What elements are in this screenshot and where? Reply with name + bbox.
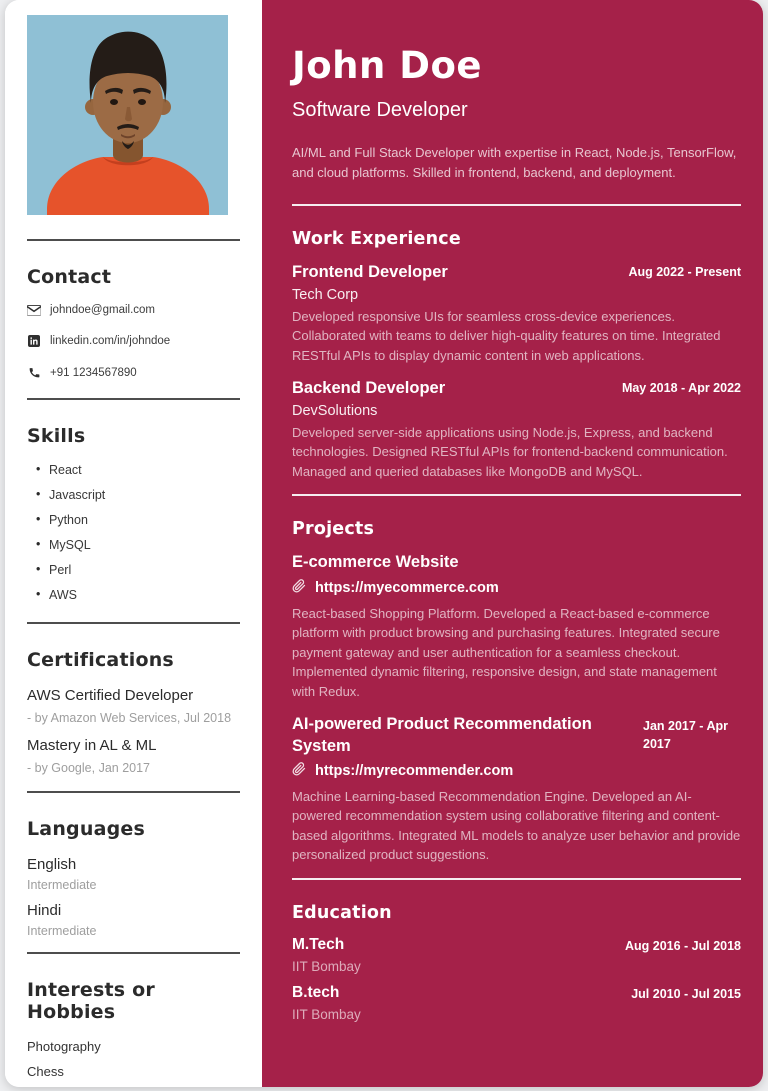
education-section — [292, 903, 741, 1022]
sidebar-divider — [27, 791, 240, 793]
sidebar-divider — [27, 622, 240, 624]
certifications-heading: Certifications — [27, 649, 174, 671]
profile-summary: AI/ML and Full Stack Developer with expertise in React, Node.js, TensorFlow, and cloud platforms. Skilled in frontend, backend, and deployment. — [292, 144, 737, 181]
resume-card — [5, 0, 763, 1087]
hobbies-section — [27, 979, 240, 1079]
project-description: Machine Learning-based Recommendation Engine. Developed an AI-powered recommendation system using collaborative filtering and content-based algorithms. Integrated ML models to analyze user behavior and provide personalized product suggestions. — [292, 788, 741, 863]
certification-name: AWS Certified Developer — [27, 687, 194, 704]
hobby-item: Chess — [27, 1064, 64, 1080]
languages-section — [27, 818, 240, 938]
school-name: IIT Bombay — [292, 958, 361, 974]
language-level: Intermediate — [27, 924, 97, 939]
skill-item: • MySQL — [27, 538, 240, 552]
contact-email-text: johndoe@gmail.com — [50, 304, 156, 316]
education-dates: Jul 2010 - Jul 2015 — [631, 986, 741, 1001]
sidebar-divider — [27, 239, 240, 241]
project-url-link[interactable]: https://myecommerce.com — [315, 580, 499, 597]
project-link-row — [292, 579, 741, 598]
skill-item: • Python — [27, 513, 240, 527]
education-entry — [292, 936, 741, 974]
sidebar-divider — [27, 398, 240, 400]
education-dates: Aug 2016 - Jul 2018 — [624, 938, 741, 953]
contact-linkedin-text: linkedin.com/in/johndoe — [50, 335, 171, 347]
certification-item — [27, 687, 240, 727]
project-title: AI-powered Product Recommendation System — [292, 715, 592, 755]
contact-item-linkedin — [27, 335, 240, 347]
profile-photo — [27, 15, 228, 215]
contact-section — [27, 266, 240, 379]
job-company: Tech Corp — [292, 286, 359, 303]
phone-icon — [27, 366, 41, 379]
education-heading: Education — [292, 902, 392, 923]
sidebar-divider — [27, 952, 240, 954]
language-level: Intermediate — [27, 878, 97, 893]
hobby-item: Photography — [27, 1039, 101, 1055]
skill-item: • AWS — [27, 588, 240, 602]
project-link-row — [292, 762, 741, 781]
job-description: Developed server-side applications using Node.js, Express, and backend technologies. Designed RESTful APIs for frontend-backend communication. Managed and queried databases like MongoDB and MySQL. — [292, 424, 728, 479]
degree-title: B.tech — [292, 983, 340, 1001]
main-divider — [292, 878, 741, 880]
linkedin-icon — [27, 335, 41, 347]
school-name: IIT Bombay — [292, 1006, 361, 1022]
hobbies-heading: Interests or Hobbies — [27, 979, 155, 1024]
contact-phone-text: +91 1234567890 — [50, 366, 137, 379]
resume-main — [262, 0, 763, 1087]
main-divider — [292, 204, 741, 206]
project-entry — [292, 552, 741, 701]
projects-section — [292, 519, 741, 865]
project-entry — [292, 714, 741, 865]
contact-heading: Contact — [27, 266, 112, 288]
certification-name: Mastery in AL & ML — [27, 737, 157, 755]
language-name: English — [27, 856, 77, 874]
degree-title: M.Tech — [292, 935, 345, 953]
job-description: Developed responsive UIs for seamless cross-device experiences. Collaborated with teams to deliver high-quality features on time. Integrated RESTful APIs to display dynamic content in web applications. — [292, 308, 721, 363]
certification-meta: - by Google, Jan 2017 — [27, 761, 150, 776]
skills-heading: Skills — [27, 425, 86, 447]
skill-item: • React — [27, 463, 240, 477]
languages-heading: Languages — [27, 818, 145, 841]
project-description: React-based Shopping Platform. Developed a React-based e-commerce platform with product browsing and purchasing features. Integrated secure payment gateway and user authentication for a seamless checkout. Implemented dynamic filtering, responsive design, and state management with Redux. — [292, 605, 720, 699]
work-experience-section — [292, 229, 741, 481]
certification-meta: - by Amazon Web Services, Jul 2018 — [27, 711, 232, 725]
contact-item-phone — [27, 366, 240, 379]
name-title: John Doe — [292, 44, 482, 87]
language-name: Hindi — [27, 902, 62, 920]
main-divider — [292, 494, 741, 496]
sidebar — [5, 0, 262, 1087]
skills-section — [27, 425, 240, 602]
work-entry — [292, 262, 741, 365]
skill-item: • Javascript — [27, 488, 240, 502]
education-entry — [292, 984, 741, 1022]
job-dates: May 2018 - Apr 2022 — [621, 381, 741, 396]
job-title: Frontend Developer — [292, 263, 448, 282]
mail-icon — [27, 305, 41, 316]
paperclip-icon — [292, 762, 306, 781]
paperclip-icon — [292, 579, 306, 598]
job-title: Backend Developer — [292, 379, 446, 398]
profile-photo-illustration — [27, 15, 228, 215]
project-title: E-commerce Website — [292, 553, 459, 572]
language-item — [27, 902, 240, 938]
language-item — [27, 856, 240, 892]
job-dates: Aug 2022 - Present — [628, 265, 741, 280]
certifications-section — [27, 649, 240, 777]
skills-list — [27, 463, 240, 602]
job-company: DevSolutions — [292, 402, 378, 419]
skill-item: • Perl — [27, 563, 240, 577]
work-entry — [292, 378, 741, 481]
project-dates: Jan 2017 - Apr 2017 — [643, 719, 728, 752]
contact-item-email — [27, 304, 240, 316]
project-url-link[interactable]: https://myrecommender.com — [315, 763, 514, 780]
work-experience-heading: Work Experience — [292, 229, 461, 250]
certification-item — [27, 737, 240, 777]
role-subtitle: Software Developer — [292, 98, 468, 121]
projects-heading: Projects — [292, 519, 375, 540]
